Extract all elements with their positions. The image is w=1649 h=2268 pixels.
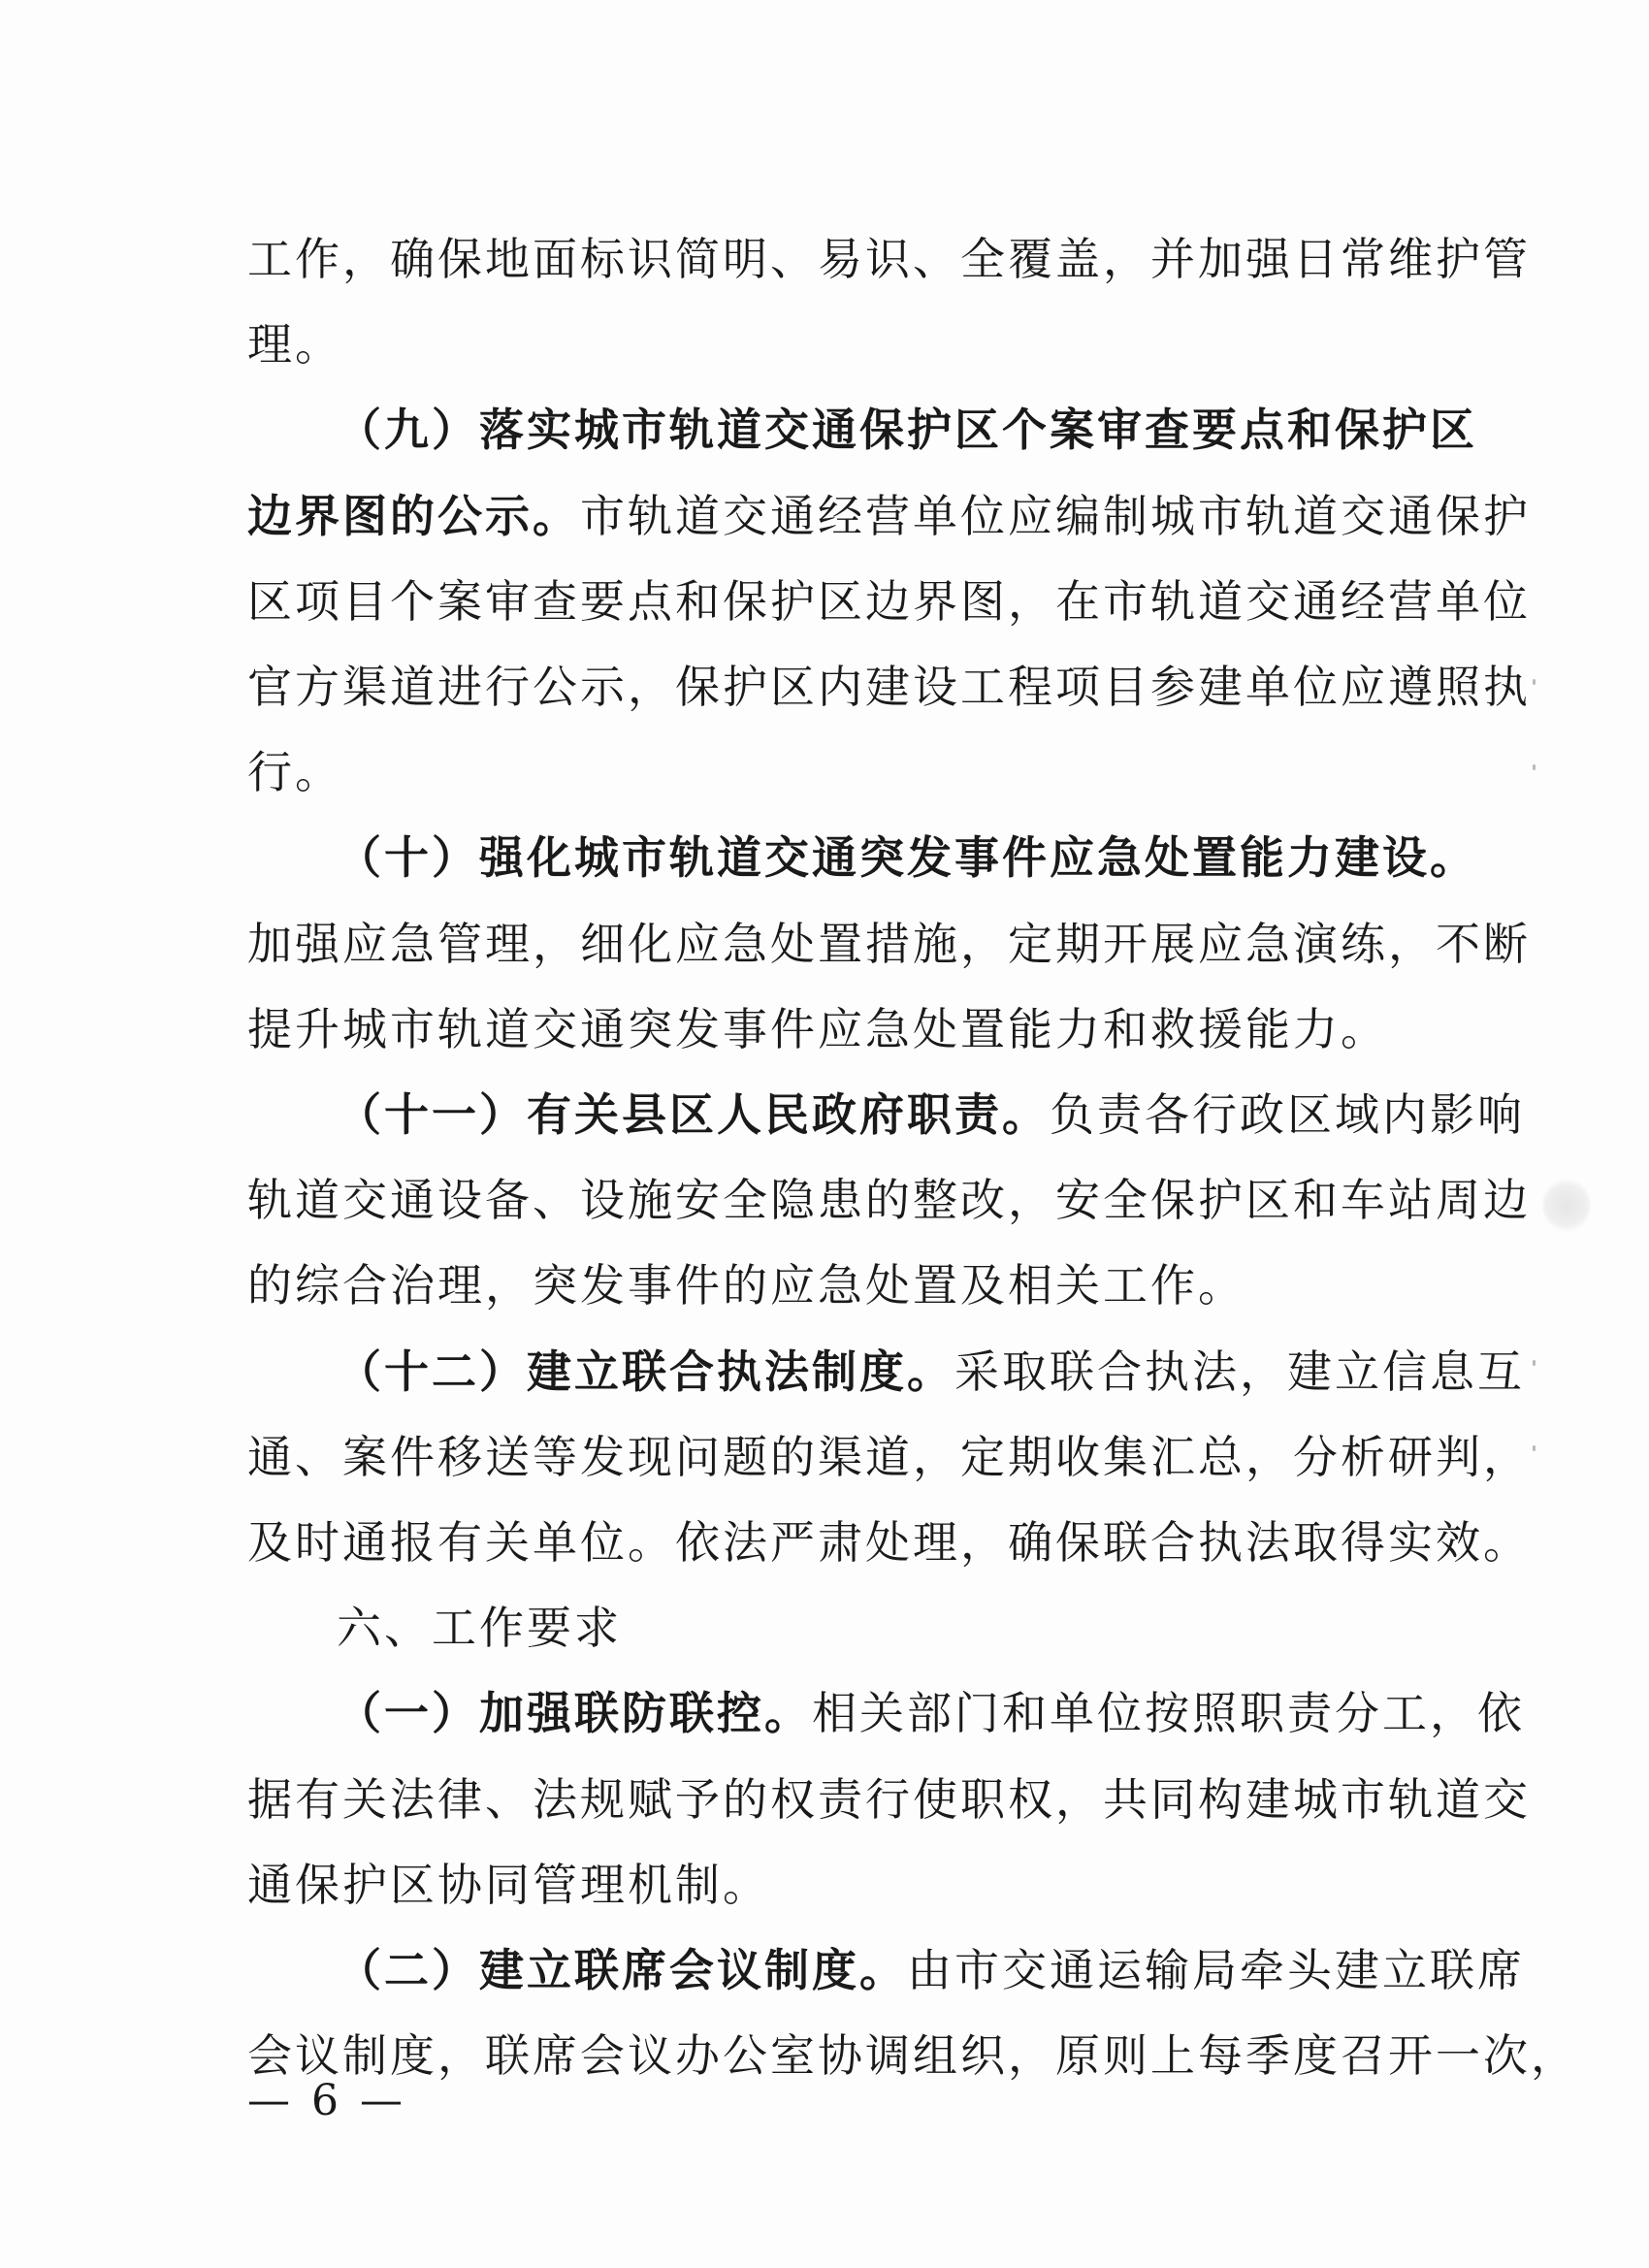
body-text: 区项目个案审查要点和保护区边界图，在市轨道交通经营单位 (247, 574, 1531, 628)
text-line (247, 567, 1531, 635)
body-text: 及时通报有关单位。依法严肃处理，确保联合执法取得实效。 (247, 1516, 1531, 1569)
body-text: 的综合治理，突发事件的应急处置及相关工作。 (247, 1259, 1245, 1312)
scan-speck (1533, 679, 1536, 685)
body-text: 通、案件移送等发现问题的渠道，定期收集汇总，分析研判， (247, 1430, 1531, 1483)
text-line (247, 2022, 1578, 2090)
text-line (247, 995, 1388, 1063)
text-line (247, 482, 1531, 550)
body-text: 采取联合执法，建立信息互 (954, 1345, 1525, 1398)
scan-blot (1542, 1179, 1591, 1232)
bold-heading-text: 边界图的公示。 (247, 489, 580, 542)
text-line (337, 1594, 622, 1662)
bold-heading-text: （二）建立联席会议制度。 (337, 1944, 907, 1996)
scan-speck (1533, 1445, 1536, 1451)
text-line (337, 1679, 1525, 1747)
text-line (247, 738, 342, 806)
text-line (337, 1081, 1525, 1149)
text-line (247, 1851, 770, 1919)
body-text: 通保护区协同管理机制。 (247, 1858, 770, 1911)
body-text: 加强应急管理，细化应急处置措施，定期开展应急演练，不断 (247, 917, 1531, 970)
text-line (337, 824, 1477, 891)
body-text: 官方渠道进行公示，保护区内建设工程项目参建单位应遵照执 (247, 661, 1531, 713)
text-line (247, 1423, 1531, 1491)
body-text: 会议制度，联席会议办公室协调组织，原则上每季度召开一次， (247, 2029, 1578, 2083)
body-text: 工作，确保地面标识简明、易识、全覆盖，并加强日常维护管 (247, 233, 1531, 285)
text-line (337, 1338, 1525, 1406)
body-text: 理。 (247, 318, 342, 372)
text-line (247, 910, 1531, 978)
page-number: — 6 — (247, 2076, 406, 2125)
body-text: 轨道交通设备、设施安全隐患的整改，安全保护区和车站周边 (247, 1174, 1531, 1227)
bold-heading-text: （九）落实城市轨道交通保护区个案审查要点和保护区 (337, 404, 1477, 457)
body-text: 据有关法律、法规赋予的权责行使职权，共同构建城市轨道交 (247, 1772, 1531, 1826)
text-line (247, 310, 342, 378)
bold-heading-text: （十二）建立联合执法制度。 (337, 1345, 954, 1398)
body-text: 市轨道交通经营单位应编制城市轨道交通保护 (580, 489, 1531, 542)
scan-speck (1533, 1360, 1536, 1366)
body-text: 六、工作要求 (337, 1602, 622, 1655)
bold-heading-text: （十）强化城市轨道交通突发事件应急处置能力建设。 (337, 831, 1477, 885)
text-line (247, 1766, 1531, 1833)
text-line (247, 1508, 1531, 1576)
body-text: 行。 (247, 746, 342, 799)
bold-heading-text: （一）加强联防联控。 (337, 1687, 812, 1740)
body-text: 由市交通运输局牵头建立联席 (907, 1944, 1525, 1996)
scan-speck (1533, 764, 1536, 770)
body-text: 负责各行政区域内影响 (1050, 1088, 1525, 1141)
text-line (247, 653, 1531, 721)
body-text: 相关部门和单位按照职责分工，依 (812, 1687, 1525, 1740)
bold-heading-text: （十一）有关县区人民政府职责。 (337, 1088, 1050, 1141)
text-line (337, 396, 1477, 464)
text-line (337, 1936, 1525, 2004)
body-text: 提升城市轨道交通突发事件应急处置能力和救援能力。 (247, 1002, 1388, 1055)
text-line (247, 1166, 1531, 1234)
text-line (247, 1251, 1245, 1319)
text-line (247, 225, 1531, 293)
